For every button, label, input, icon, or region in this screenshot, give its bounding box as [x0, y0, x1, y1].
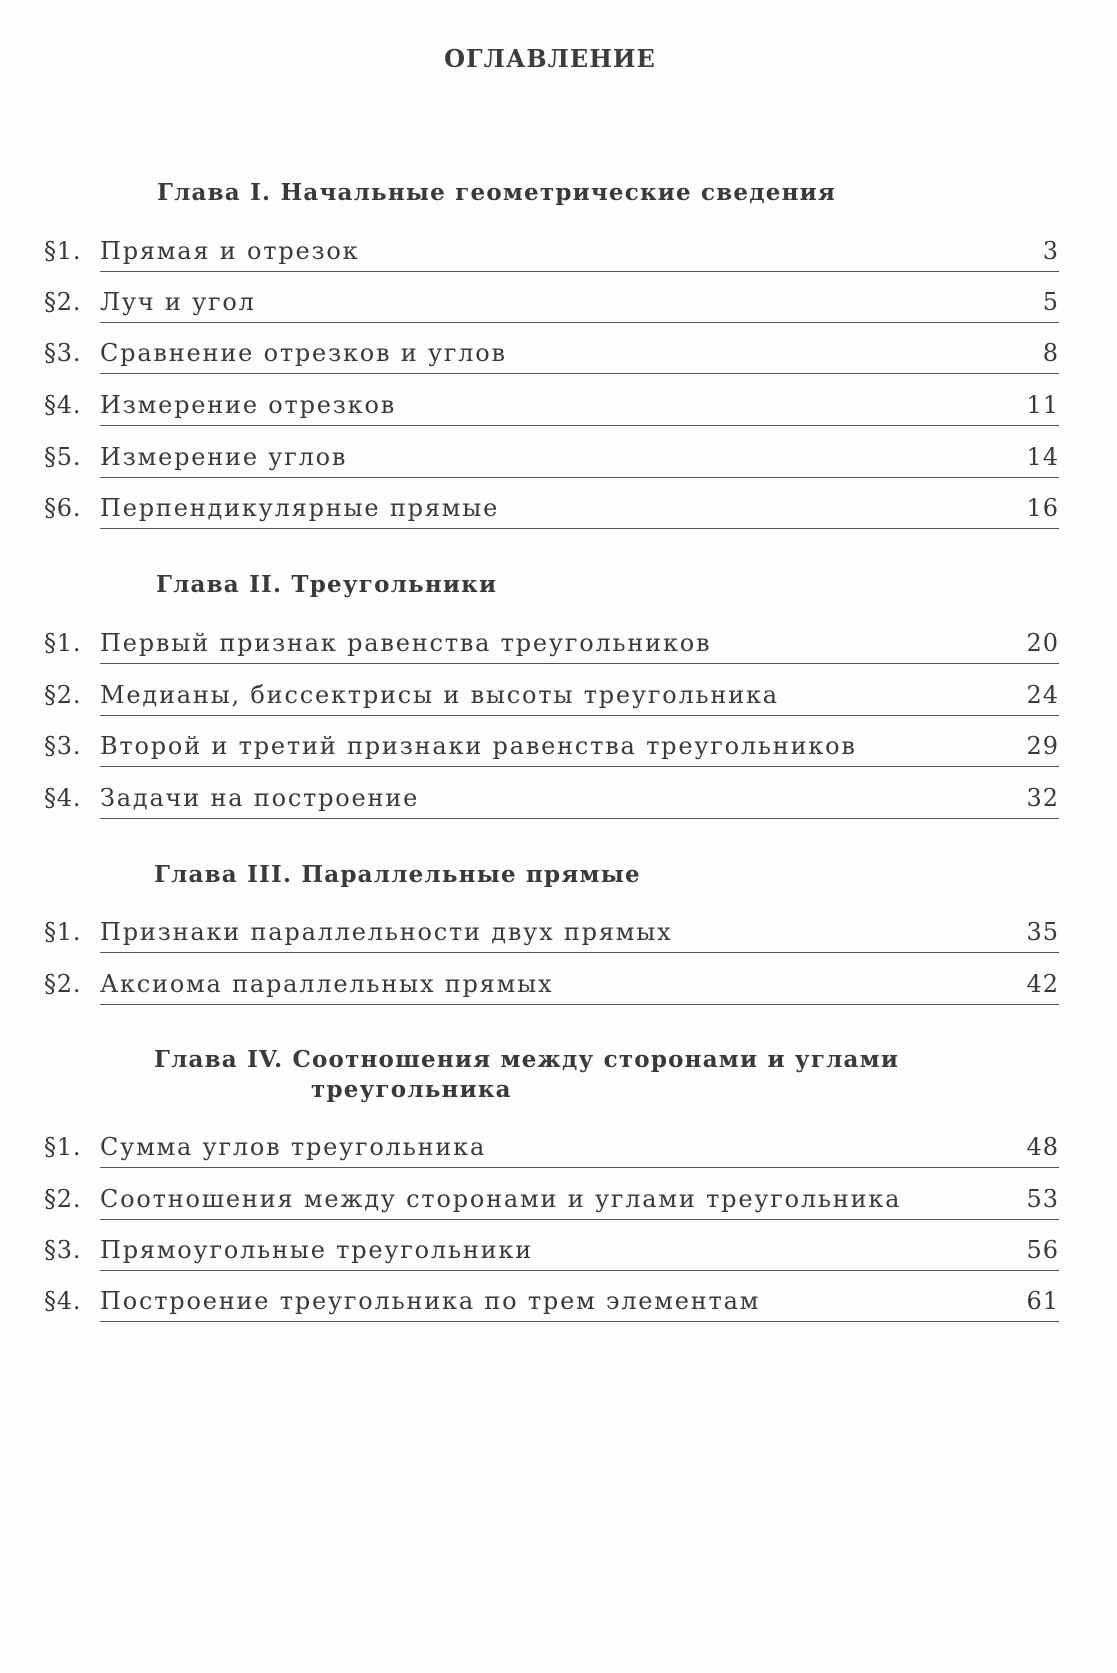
page-number: 14: [1026, 443, 1059, 471]
underline-rule: [100, 528, 1059, 529]
chapter-heading: [154, 1045, 899, 1105]
page-number: 16: [1026, 494, 1059, 522]
section-title: Измерение отрезков: [100, 391, 397, 419]
underline-rule: [100, 818, 1059, 819]
section-title: Перпендикулярные прямые: [100, 494, 500, 522]
section-number: §5.: [44, 443, 82, 471]
section-title: Первый признак равенства треугольников: [100, 629, 712, 657]
page-number: 3: [1042, 237, 1059, 265]
section-number: §3.: [44, 339, 82, 367]
chapter-heading-continuation: треугольника: [311, 1076, 512, 1103]
underline-rule: [100, 271, 1059, 272]
toc-entry[interactable]: [44, 676, 1059, 716]
section-title: Медианы, биссектрисы и высоты треугольника: [100, 681, 779, 709]
section-number: §4.: [44, 784, 82, 812]
page-number: 35: [1026, 918, 1059, 946]
underline-rule: [100, 663, 1059, 664]
page-number: 53: [1026, 1185, 1059, 1213]
section-number: §2.: [44, 970, 82, 998]
toc-entry[interactable]: [44, 1128, 1059, 1168]
section-number: §1.: [44, 918, 82, 946]
section-title: Прямая и отрезок: [100, 237, 360, 265]
chapter-heading-line: Глава IV. Соотношения между сторонами и углами: [154, 1046, 900, 1073]
underline-rule: [100, 715, 1059, 716]
underline-rule: [100, 1219, 1059, 1220]
toc-entry[interactable]: [44, 334, 1059, 374]
underline-rule: [100, 1270, 1059, 1271]
toc-entry[interactable]: [44, 1180, 1059, 1220]
section-number: §1.: [44, 237, 82, 265]
chapter-heading: Глава I. Начальные геометрические сведения: [157, 179, 837, 206]
toc-entry[interactable]: [44, 283, 1059, 323]
toc-entry[interactable]: [44, 624, 1059, 664]
underline-rule: [100, 322, 1059, 323]
page-number: 56: [1026, 1236, 1059, 1264]
section-title: Сравнение отрезков и углов: [100, 339, 507, 367]
toc-entry[interactable]: [44, 965, 1059, 1005]
page-number: 8: [1042, 339, 1059, 367]
page-number: 20: [1026, 629, 1059, 657]
page-number: 29: [1026, 732, 1059, 760]
chapter-heading: Глава III. Параллельные прямые: [154, 861, 641, 888]
section-number: §2.: [44, 288, 82, 316]
section-number: §3.: [44, 1236, 82, 1264]
toc-entry[interactable]: [44, 386, 1059, 426]
section-number: §2.: [44, 1185, 82, 1213]
section-title: Измерение углов: [100, 443, 348, 471]
toc-entry[interactable]: [44, 779, 1059, 819]
section-title: Соотношения между сторонами и углами треугольника: [100, 1185, 902, 1213]
section-number: §1.: [44, 1133, 82, 1161]
toc-entry[interactable]: [44, 1231, 1059, 1271]
toc-entry[interactable]: [44, 232, 1059, 272]
underline-rule: [100, 477, 1059, 478]
toc-entry[interactable]: [44, 489, 1059, 529]
page-title: ОГЛАВЛЕНИЕ: [444, 44, 656, 73]
page-number: 32: [1026, 784, 1059, 812]
section-title: Признаки параллельности двух прямых: [100, 918, 673, 946]
page-number: 24: [1026, 681, 1059, 709]
section-number: §1.: [44, 629, 82, 657]
underline-rule: [100, 425, 1059, 426]
section-number: §2.: [44, 681, 82, 709]
section-number: §3.: [44, 732, 82, 760]
underline-rule: [100, 1004, 1059, 1005]
section-title: Прямоугольные треугольники: [100, 1236, 534, 1264]
underline-rule: [100, 373, 1059, 374]
section-title: Построение треугольника по трем элементам: [100, 1287, 761, 1315]
page-number: 48: [1026, 1133, 1059, 1161]
chapter-heading: Глава II. Треугольники: [156, 571, 498, 598]
toc-entry[interactable]: [44, 913, 1059, 953]
section-number: §4.: [44, 391, 82, 419]
section-title: Второй и третий признаки равенства треугольников: [100, 732, 857, 760]
section-number: §4.: [44, 1287, 82, 1315]
section-number: §6.: [44, 494, 82, 522]
section-title: Сумма углов треугольника: [100, 1133, 487, 1161]
page-number: 42: [1026, 970, 1059, 998]
underline-rule: [100, 766, 1059, 767]
underline-rule: [100, 1167, 1059, 1168]
section-title: Аксиома параллельных прямых: [100, 970, 554, 998]
underline-rule: [100, 952, 1059, 953]
section-title: Задачи на построение: [100, 784, 420, 812]
section-title: Луч и угол: [100, 288, 256, 316]
toc-entry[interactable]: [44, 727, 1059, 767]
underline-rule: [100, 1321, 1059, 1322]
toc-entry[interactable]: [44, 438, 1059, 478]
page-number: 5: [1042, 288, 1059, 316]
page-number: 11: [1026, 391, 1059, 419]
toc-entry[interactable]: [44, 1282, 1059, 1322]
page-number: 61: [1026, 1287, 1059, 1315]
